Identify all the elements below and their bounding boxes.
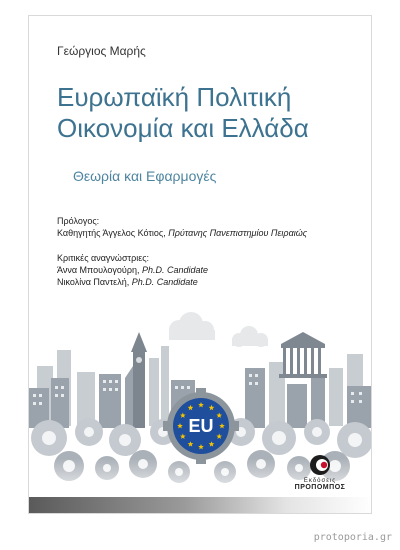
reviewer-1 [57, 264, 208, 276]
preface-label: Πρόλογος: [57, 216, 100, 226]
reviewer-1-name: Άννα Μπουλογούρη, [57, 265, 142, 275]
publisher-label: Εκδόσεις [303, 478, 337, 484]
book-subtitle: Θεωρία και Εφαρμογές [73, 168, 217, 184]
publisher-block [285, 454, 355, 491]
publisher-name: ΠΡΟΠΟΜΠΟΣ [294, 484, 346, 491]
clouds [169, 312, 268, 347]
bottom-gradient-bar [29, 497, 372, 513]
reviewers-label: Κριτικές αναγνώστριες: [57, 253, 150, 263]
book-title [57, 82, 357, 144]
parthenon [279, 332, 327, 378]
reviewer-1-role: Ph.D. Candidate [141, 265, 209, 275]
reviewers-block [57, 252, 208, 288]
eu-badge-text: EU [188, 416, 214, 436]
book-cover [28, 15, 372, 514]
publisher-logo-icon [309, 454, 331, 476]
title-line-2: Οικονομία και Ελλάδα [57, 113, 309, 143]
reviewer-2-role: Ph.D. Candidate [131, 277, 198, 287]
title-line-1: Ευρωπαϊκή Πολιτική [57, 82, 292, 112]
reviewer-2 [57, 276, 208, 288]
preface-block [57, 215, 307, 239]
preface-role: Πρύτανης Πανεπιστημίου Πειραιώς [168, 228, 308, 238]
author-name: Γεώργιος Μαρής [57, 44, 146, 58]
reviewer-2-name: Νικολίνα Παντελή, [57, 277, 132, 287]
watermark-text: protoporia.gr [313, 532, 392, 543]
preface-person: Καθηγητής Άγγελος Κότιος, [57, 228, 169, 238]
clock-tower [131, 332, 147, 428]
preface-credit [57, 227, 307, 239]
